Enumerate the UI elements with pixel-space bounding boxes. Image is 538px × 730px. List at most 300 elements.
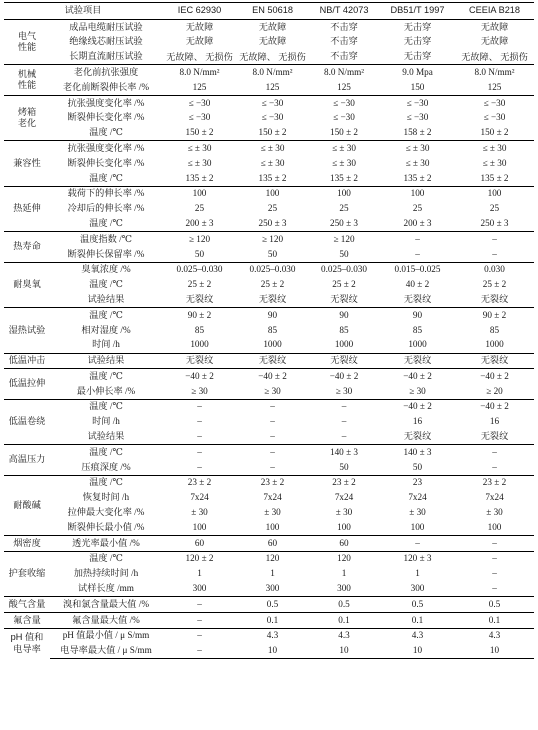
value-cell: 50	[412, 461, 423, 472]
row-group	[4, 613, 534, 629]
value-cell: 无裂纹	[403, 431, 432, 442]
value-cell: 125	[487, 81, 502, 92]
value-cell: –	[455, 445, 534, 460]
value-cell: 120 ± 3	[380, 551, 455, 566]
test-item-cell: 断裂伸长保留率 /%	[67, 248, 145, 259]
value-cell: 0.1	[455, 613, 534, 629]
table-row	[4, 111, 534, 126]
table-row	[4, 613, 534, 629]
category-cell: 高温压力	[4, 445, 50, 476]
value-cell: 无裂纹	[258, 293, 287, 304]
value-cell: 100	[265, 521, 280, 532]
table-row	[4, 520, 534, 535]
value-cell: 7x24	[190, 492, 209, 503]
test-item-cell: 溴和氯含量最大值 /%	[50, 597, 162, 613]
value-cell: 100	[487, 521, 502, 532]
category-cell: 烤箱 老化	[4, 95, 50, 140]
value-cell: 60	[237, 536, 308, 552]
value-cell: 90 ± 2	[455, 308, 534, 323]
value-cell: 120 ± 2	[162, 551, 237, 566]
value-cell: 4.3	[237, 628, 308, 643]
test-item-cell: 温度 /℃	[50, 399, 162, 414]
value-cell: ± 30	[191, 507, 208, 518]
value-cell: 无故障、 无损伤	[239, 51, 306, 62]
value-cell: ≤ −30	[188, 112, 211, 123]
row-group	[4, 232, 534, 263]
row-group	[4, 308, 534, 353]
value-cell: 9.0 Mpa	[380, 65, 455, 80]
value-cell: 100	[410, 521, 425, 532]
value-cell: 25	[194, 203, 205, 214]
value-cell: 1000	[485, 339, 504, 350]
value-cell: 250 ± 3	[480, 217, 509, 228]
test-item-cell: 温度指数 /℃	[50, 232, 162, 247]
value-cell: ≤ −30	[162, 95, 237, 110]
category-cell: 机械 性能	[4, 65, 50, 96]
value-cell: 无裂纹	[330, 293, 358, 304]
test-item-cell: 老化前抗张强度	[50, 65, 162, 80]
category-cell: 耐酸碱	[4, 475, 50, 535]
value-cell: ≥ 30	[191, 385, 208, 396]
value-cell: 25	[412, 203, 423, 214]
test-item-cell: 温度 /℃	[50, 475, 162, 490]
value-cell: 无故障、 无损伤	[461, 51, 528, 62]
value-cell: 140 ± 3	[380, 445, 455, 460]
value-cell: 无击穿	[403, 36, 432, 47]
table-row	[4, 232, 534, 247]
value-cell: 90	[308, 308, 380, 323]
test-item-cell: 老化前断裂伸长率 /%	[62, 81, 149, 92]
value-cell: 90	[237, 308, 308, 323]
header-ceeia-b218: CEEIA B218	[455, 3, 534, 20]
value-cell: ≤ ± 30	[455, 141, 534, 156]
test-item-cell: 臭氧浓度 /%	[50, 262, 162, 277]
value-cell: 不击穿	[330, 51, 358, 62]
value-cell: –	[270, 461, 275, 472]
value-cell: 50	[339, 461, 349, 472]
category-cell: 兼容性	[4, 141, 50, 186]
value-cell: 1000	[263, 339, 282, 350]
value-cell: 0.5	[455, 597, 534, 613]
table-header-row	[4, 3, 534, 20]
test-item-cell: 成品电缆耐压试验	[50, 20, 162, 35]
value-cell: –	[237, 399, 308, 414]
table-row	[4, 567, 534, 582]
value-cell: 135 ± 2	[480, 172, 509, 183]
value-cell: 8.0 N/mm²	[162, 65, 237, 80]
value-cell: –	[341, 416, 347, 427]
row-group	[4, 353, 534, 369]
table-row	[4, 141, 534, 156]
value-cell: 60	[308, 536, 380, 552]
value-cell: 4.3	[455, 628, 534, 643]
value-cell: –	[380, 536, 455, 552]
value-cell: 85	[412, 324, 423, 335]
value-cell: 150 ± 2	[480, 127, 509, 138]
value-cell: 200 ± 3	[185, 217, 214, 228]
table-row	[4, 95, 534, 110]
row-group	[4, 475, 534, 535]
header-iec-62930: IEC 62930	[162, 3, 237, 20]
table-row	[4, 308, 534, 323]
value-cell: –	[455, 536, 534, 552]
value-cell: 10	[308, 644, 380, 659]
row-group	[4, 597, 534, 613]
value-cell: 300	[337, 583, 351, 594]
test-item-cell: 温度 /℃	[89, 172, 123, 183]
value-cell: 150 ± 2	[258, 127, 287, 138]
test-item-cell: 相对湿度 /%	[81, 324, 131, 335]
value-cell: 1000	[190, 339, 209, 350]
value-cell: 7x24	[334, 492, 354, 503]
header-nbt-42073: NB/T 42073	[308, 3, 380, 20]
value-cell: 0.1	[308, 613, 380, 629]
table-row	[4, 353, 534, 369]
value-cell: 无故障	[162, 20, 237, 35]
test-item-cell: 温度 /℃	[50, 445, 162, 460]
test-item-cell: 载荷下的伸长率 /%	[50, 186, 162, 201]
test-item-cell: 长期直流耐压试验	[69, 51, 143, 62]
value-cell: 25	[339, 203, 349, 214]
test-item-cell: 拉伸最大变化率 /%	[67, 507, 145, 518]
test-item-cell: 氟含量最大值 /%	[50, 613, 162, 629]
table-row	[4, 628, 534, 643]
value-cell: 135 ± 2	[185, 172, 214, 183]
value-cell: 16	[489, 416, 500, 427]
header-test-item: 试验项目	[4, 3, 162, 20]
value-cell: ≤ ± 30	[482, 157, 507, 168]
table-row	[4, 384, 534, 399]
table-row	[4, 216, 534, 231]
value-cell: 8.0 N/mm²	[308, 65, 380, 80]
table-row	[4, 262, 534, 277]
value-cell: 85	[489, 324, 500, 335]
header-db51t-1997: DB51/T 1997	[380, 3, 455, 20]
value-cell: 300	[410, 583, 425, 594]
standards-comparison-table	[4, 2, 534, 659]
value-cell: 10	[455, 644, 534, 659]
value-cell: 8.0 N/mm²	[237, 65, 308, 80]
value-cell: −40 ± 2	[455, 399, 534, 414]
table-row	[4, 338, 534, 353]
value-cell: 120	[237, 551, 308, 566]
category-cell: 湿热试验	[4, 308, 50, 353]
value-cell: 7x24	[408, 492, 427, 503]
row-group	[4, 551, 534, 596]
value-cell: ≤ ± 30	[405, 157, 430, 168]
category-cell: 氟含量	[4, 613, 50, 629]
row-group	[4, 369, 534, 400]
category-cell: 低温卷绕	[4, 399, 50, 444]
category-cell: 低温冲击	[4, 353, 50, 369]
value-cell: 无裂纹	[380, 353, 455, 369]
value-cell: ≤ −30	[261, 112, 284, 123]
value-cell: ≤ ± 30	[380, 141, 455, 156]
value-cell: –	[197, 461, 202, 472]
value-cell: 60	[162, 536, 237, 552]
value-cell: 1	[270, 568, 275, 579]
value-cell: ≤ ± 30	[260, 157, 285, 168]
value-cell: 无裂纹	[480, 293, 509, 304]
value-cell: ≥ 30	[409, 385, 426, 396]
test-item-cell: 温度 /℃	[50, 369, 162, 384]
value-cell: 100	[237, 186, 308, 201]
value-cell: ≥ 120	[237, 232, 308, 247]
category-cell: 烟密度	[4, 536, 50, 552]
value-cell: 85	[339, 324, 349, 335]
table-row	[4, 460, 534, 475]
value-cell: 不击穿	[308, 20, 380, 35]
value-cell: 1	[341, 568, 347, 579]
value-cell: ≤ −30	[380, 95, 455, 110]
table-row	[4, 644, 534, 659]
table-row	[4, 581, 534, 596]
table-row	[4, 171, 534, 186]
value-cell: 0.1	[237, 613, 308, 629]
test-item-cell: 抗张强度变化率 /%	[50, 95, 162, 110]
value-cell: 1	[197, 568, 202, 579]
row-group	[4, 65, 534, 96]
value-cell: 无击穿	[403, 51, 432, 62]
value-cell: −40 ± 2	[380, 399, 455, 414]
value-cell: ≤ ± 30	[308, 141, 380, 156]
row-group	[4, 186, 534, 231]
value-cell: 100	[308, 186, 380, 201]
value-cell: 85	[267, 324, 278, 335]
value-cell: 1000	[334, 339, 354, 350]
value-cell: –	[341, 431, 347, 442]
header-en-50618: EN 50618	[237, 3, 308, 20]
test-item-cell: 时间 /h	[92, 416, 120, 427]
value-cell: –	[492, 583, 497, 594]
value-cell: 50	[339, 248, 349, 259]
test-item-cell: 恢复时间 /h	[82, 492, 130, 503]
value-cell: 300	[265, 583, 280, 594]
test-item-cell: 冷却后的伸长率 /%	[67, 203, 145, 214]
category-cell: 热寿命	[4, 232, 50, 263]
value-cell: 10	[380, 644, 455, 659]
row-group	[4, 20, 534, 65]
value-cell: 23 ± 2	[308, 475, 380, 490]
value-cell: −40 ± 2	[237, 369, 308, 384]
value-cell: ± 30	[264, 507, 281, 518]
value-cell: –	[308, 399, 380, 414]
value-cell: ≤ −30	[455, 95, 534, 110]
test-item-cell: 加热持续时间 /h	[73, 568, 139, 579]
table-row	[4, 126, 534, 141]
value-cell: –	[162, 445, 237, 460]
value-cell: 8.0 N/mm²	[455, 65, 534, 80]
value-cell: 25 ± 2	[260, 279, 285, 290]
test-item-cell: 抗张强度变化率 /%	[50, 141, 162, 156]
value-cell: 23	[380, 475, 455, 490]
value-cell: 1	[415, 568, 420, 579]
value-cell: ≤ −30	[308, 95, 380, 110]
value-cell: ≥ 120	[162, 232, 237, 247]
value-cell: 0.025–0.030	[162, 262, 237, 277]
test-item-cell: 断裂伸长最小值 /%	[67, 521, 145, 532]
row-group	[4, 536, 534, 552]
value-cell: ≤ −30	[333, 112, 355, 123]
value-cell: 0.5	[380, 597, 455, 613]
table-row	[4, 35, 534, 50]
value-cell: 23 ± 2	[455, 475, 534, 490]
value-cell: 150 ± 2	[185, 127, 214, 138]
table-row	[4, 323, 534, 338]
value-cell: 135 ± 2	[403, 172, 432, 183]
value-cell: –	[162, 613, 237, 629]
table-row	[4, 597, 534, 613]
table-row	[4, 247, 534, 262]
value-cell: 0.5	[237, 597, 308, 613]
value-cell: 16	[412, 416, 423, 427]
value-cell: 不击穿	[330, 36, 358, 47]
value-cell: 125	[337, 81, 351, 92]
value-cell: ≤ ± 30	[332, 157, 356, 168]
test-item-cell: 温度 /℃	[89, 127, 123, 138]
value-cell: 1000	[408, 339, 427, 350]
value-cell: 158 ± 2	[403, 127, 432, 138]
category-cell: 低温拉伸	[4, 369, 50, 400]
value-cell: –	[162, 628, 237, 643]
value-cell: 0.1	[380, 613, 455, 629]
value-cell: 125	[192, 81, 207, 92]
value-cell: 25 ± 2	[332, 279, 356, 290]
value-cell: 0.030	[455, 262, 534, 277]
row-group	[4, 628, 534, 659]
test-item-cell: 温度 /℃	[89, 217, 123, 228]
value-cell: 无裂纹	[403, 293, 432, 304]
value-cell: –	[162, 597, 237, 613]
value-cell: –	[492, 461, 497, 472]
test-item-cell: pH 值最小值 / μ S/mm	[50, 628, 162, 643]
test-item-cell: 时间 /h	[92, 339, 120, 350]
row-group	[4, 445, 534, 476]
value-cell: –	[270, 431, 275, 442]
value-cell: 100	[192, 521, 207, 532]
value-cell: –	[237, 445, 308, 460]
test-item-cell: 温度 /℃	[50, 551, 162, 566]
value-cell: 150	[410, 81, 425, 92]
category-cell: 热延伸	[4, 186, 50, 231]
test-item-cell: 断裂伸长变化率 /%	[67, 157, 145, 168]
value-cell: 90 ± 2	[162, 308, 237, 323]
category-cell: 耐臭氧	[4, 262, 50, 307]
test-item-cell: 最小伸长率 /%	[76, 385, 136, 396]
value-cell: 25 ± 2	[482, 279, 507, 290]
test-item-cell: 试验结果	[87, 293, 125, 304]
table-row	[4, 445, 534, 460]
value-cell: 无故障	[185, 36, 214, 47]
value-cell: ≤ −30	[483, 112, 506, 123]
value-cell: 300	[192, 583, 207, 594]
value-cell: ± 30	[335, 507, 353, 518]
value-cell: –	[415, 248, 420, 259]
test-item-cell: 压痕深度 /%	[81, 461, 131, 472]
table-row	[4, 20, 534, 35]
value-cell: 40 ± 2	[405, 279, 430, 290]
value-cell: 85	[194, 324, 205, 335]
category-cell: pH 值和 电导率	[4, 628, 50, 659]
value-cell: 无裂纹	[480, 431, 509, 442]
value-cell: −40 ± 2	[162, 369, 237, 384]
standards-comparison-sheet	[4, 2, 534, 659]
value-cell: 25	[489, 203, 500, 214]
value-cell: 135 ± 2	[258, 172, 287, 183]
value-cell: –	[270, 416, 275, 427]
table-row	[4, 292, 534, 307]
value-cell: −40 ± 2	[308, 369, 380, 384]
value-cell: 50	[194, 248, 205, 259]
test-item-cell: 温度 /℃	[50, 308, 162, 323]
table-row	[4, 50, 534, 65]
value-cell: 100	[337, 521, 351, 532]
row-group	[4, 399, 534, 444]
value-cell: 100	[380, 186, 455, 201]
value-cell: 无裂纹	[162, 353, 237, 369]
table-row	[4, 475, 534, 490]
value-cell: 无故障	[455, 20, 534, 35]
value-cell: –	[380, 232, 455, 247]
value-cell: ± 30	[486, 507, 503, 518]
value-cell: 7x24	[263, 492, 282, 503]
value-cell: ≤ ± 30	[187, 157, 212, 168]
value-cell: 250 ± 3	[258, 217, 287, 228]
table-row	[4, 399, 534, 414]
test-item-cell: 断裂伸长变化率 /%	[67, 112, 145, 123]
test-item-cell: 透光率最小值 /%	[50, 536, 162, 552]
value-cell: –	[455, 551, 534, 566]
value-cell: ≤ ± 30	[237, 141, 308, 156]
value-cell: 0.025–0.030	[237, 262, 308, 277]
value-cell: ≤ −30	[237, 95, 308, 110]
table-row	[4, 430, 534, 445]
value-cell: 23 ± 2	[237, 475, 308, 490]
test-item-cell: 试验结果	[87, 431, 125, 442]
value-cell: 0.025–0.030	[308, 262, 380, 277]
value-cell: 150 ± 2	[329, 127, 358, 138]
value-cell: 7x24	[485, 492, 504, 503]
value-cell: 4.3	[380, 628, 455, 643]
test-item-cell: 温度 /℃	[89, 279, 123, 290]
value-cell: 23 ± 2	[162, 475, 237, 490]
table-row	[4, 551, 534, 566]
category-cell: 护套收缩	[4, 551, 50, 596]
value-cell: ≤ ± 30	[162, 141, 237, 156]
value-cell: 无故障	[258, 36, 287, 47]
category-cell: 电气 性能	[4, 20, 50, 65]
value-cell: 0.5	[308, 597, 380, 613]
value-cell: ≥ 30	[264, 385, 281, 396]
value-cell: 100	[162, 186, 237, 201]
value-cell: 125	[265, 81, 280, 92]
value-cell: –	[492, 248, 497, 259]
test-item-cell: 试验结果	[50, 353, 162, 369]
test-item-cell: 试样长度 /mm	[78, 583, 134, 594]
table-row	[4, 80, 534, 95]
value-cell: –	[197, 431, 202, 442]
table-row	[4, 156, 534, 171]
value-cell: 25 ± 2	[187, 279, 212, 290]
value-cell: ≥ 120	[308, 232, 380, 247]
value-cell: 140 ± 3	[308, 445, 380, 460]
table-row	[4, 186, 534, 201]
table-row	[4, 506, 534, 521]
row-group	[4, 262, 534, 307]
table-row	[4, 369, 534, 384]
value-cell: –	[197, 416, 202, 427]
table-row	[4, 278, 534, 293]
